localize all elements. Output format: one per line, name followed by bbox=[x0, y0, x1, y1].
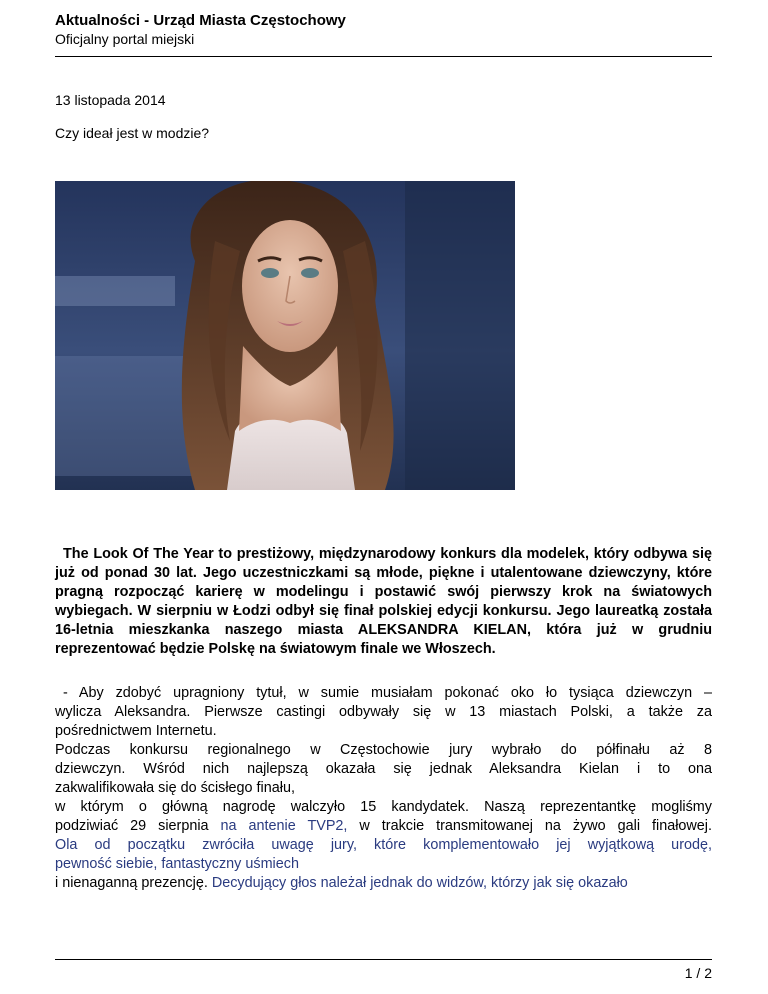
tvp2-highlight: na antenie TVP2, bbox=[220, 818, 348, 834]
body-text-span: w trakcie transmitowanej na żywo gali finałowej. bbox=[347, 818, 713, 834]
page-number: 1 / 2 bbox=[684, 965, 712, 981]
body-line bbox=[55, 874, 712, 893]
body-text-span: podziwiać 29 sierpnia bbox=[55, 818, 221, 834]
site-subtitle: Oficjalny portal miejski bbox=[55, 31, 195, 47]
body-line: pośrednictwem Internetu. bbox=[55, 723, 217, 739]
body-line: wylicza Aleksandra. Pierwsze castingi odbywały się w 13 miastach Polski, a także za bbox=[55, 704, 712, 720]
article-date: 13 listopada 2014 bbox=[55, 92, 166, 108]
article-lead: The Look Of The Year to prestiżowy, międzynarodowy konkurs dla modelek, który odbywa się już od ponad 30 lat. Jego uczestniczkami są młode, piękne i utalentowane dziewczyny, które pragną rozpocząć karierę w modelingu i postawić swój pierwszy krok na światowych wybiegach. W sierpniu w Łodzi odbył się finał polskiej edycji konkursu. Jego laureatką została 16-letnia mieszkanka naszego miasta ALEKSANDRA KIELAN, która już w grudniu reprezentować będzie Polskę na światowym finale we Włoszech. bbox=[55, 546, 712, 657]
body-text-span: Decydujący głos należał jednak do widzów, którzy jak się okazało bbox=[207, 875, 628, 891]
body-line: Ola od początku zwróciła uwagę jury, które komplementowało jej wyjątkową urodę, bbox=[55, 837, 712, 853]
body-line: dziewczyn. Wśród nich najlepszą okazała się jednak Aleksandra Kielan i to ona bbox=[55, 761, 712, 777]
article-photo bbox=[55, 181, 515, 490]
body-text-span: i nienaganną prezencję. bbox=[55, 875, 208, 891]
body-line: zakwalifikowała się do ścisłego finału, bbox=[55, 780, 295, 796]
body-line: w którym o główną nagrodę walczyło 15 kandydatek. Naszą reprezentantkę mogliśmy bbox=[55, 799, 712, 815]
header-divider bbox=[55, 56, 712, 57]
body-line bbox=[55, 817, 712, 836]
footer-divider bbox=[55, 959, 712, 960]
body-line: - Aby zdobyć upragniony tytuł, w sumie musiałam pokonać oko ło tysiąca dziewczyn – bbox=[63, 685, 712, 701]
document-header bbox=[55, 12, 712, 48]
body-line: pewność siebie, fantastyczny uśmiech bbox=[55, 856, 299, 872]
article-title: Czy ideał jest w modzie? bbox=[55, 125, 210, 141]
body-line: Podczas konkursu regionalnego w Częstochowie jury wybrało do półfinału aż 8 bbox=[55, 742, 712, 758]
article-body bbox=[55, 684, 712, 893]
site-title: Aktualności - Urząd Miasta Częstochowy bbox=[55, 12, 346, 29]
